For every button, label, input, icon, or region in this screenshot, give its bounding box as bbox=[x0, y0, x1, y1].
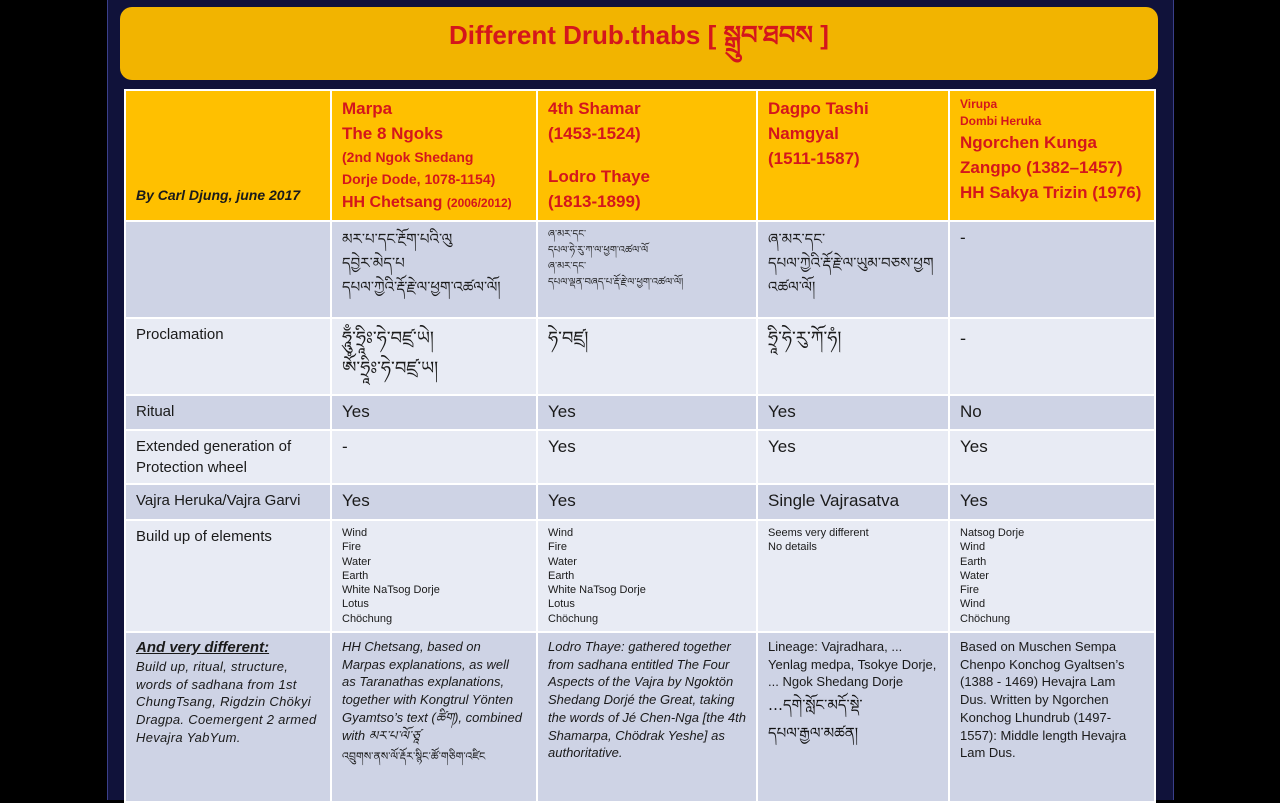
extended-virupa: Yes bbox=[949, 430, 1155, 484]
invocation-dagpo: ཞ་མར་དང་ དཔལ་ཀྱེའི་རྡོ་རྗེ་ལ་ཡུམ་བཅས་ཕྱག འཚལ་ལོ། bbox=[757, 221, 949, 318]
buildup-virupa: Natsog Dorje Wind Earth Water Fire Wind Chöchung bbox=[949, 520, 1155, 632]
different-shamar: Lodro Thaye: gathered together from sadhana entitled The Four Aspects of the Vajra by Ngoktön Shedang Dorjé the Great, taking the words of Jé Chen-Nga [the 4th Shamarpa, Chödrak Yeshe] as authoritative. bbox=[537, 632, 757, 802]
different-row bbox=[125, 632, 1155, 802]
header-shamar: 4th Shamar (1453-1524) Lodro Thaye (1813-1899) bbox=[537, 90, 757, 221]
header-row bbox=[125, 90, 1155, 221]
vajra-shamar: Yes bbox=[537, 484, 757, 520]
ritual-virupa: No bbox=[949, 395, 1155, 430]
proclamation-dagpo: ཧྲཱི་ཧེ་རུ་ཀོ་ཧཾ། bbox=[757, 318, 949, 395]
invocation-row bbox=[125, 221, 1155, 318]
proclamation-label: Proclamation bbox=[125, 318, 331, 395]
vajra-dagpo: Single Vajrasatva bbox=[757, 484, 949, 520]
proclamation-row bbox=[125, 318, 1155, 395]
ritual-shamar: Yes bbox=[537, 395, 757, 430]
invocation-label bbox=[125, 221, 331, 318]
ritual-row bbox=[125, 395, 1155, 430]
slide bbox=[107, 0, 1174, 800]
comparison-table bbox=[124, 89, 1156, 803]
header-marpa: Marpa The 8 Ngoks (2nd Ngok Shedang Dorje Dode, 1078-1154) HH Chetsang (2006/2012) bbox=[331, 90, 537, 221]
ritual-marpa: Yes bbox=[331, 395, 537, 430]
buildup-shamar: Wind Fire Water Earth White NaTsog Dorje Lotus Chöchung bbox=[537, 520, 757, 632]
different-label: And very different: Build up, ritual, structure, words of sadhana from 1st ChungTsang, Rigdzin Chökyi Dragpa. Coemergent 2 armed Hevajra YabYum. bbox=[125, 632, 331, 802]
proclamation-shamar: ཧེ་བཛྲ། bbox=[537, 318, 757, 395]
header-dagpo: Dagpo Tashi Namgyal (1511-1587) bbox=[757, 90, 949, 221]
proclamation-virupa: - bbox=[949, 318, 1155, 395]
different-marpa: HH Chetsang, based on Marpas explanations, as well as Taranathas explanations, together with Kongtrul Yönten Gyamtso’s text (ཚིག), combined with མར་པ་ལོ་ཙཱ འབྲུགས་ནས་ལོ་རྡོར་སྙིང་ཚོ་གཅིག་འཛིང bbox=[331, 632, 537, 802]
vajra-marpa: Yes bbox=[331, 484, 537, 520]
header-virupa: Virupa Dombi Heruka Ngorchen Kunga Zangpo (1382–1457) HH Sakya Trizin (1976) bbox=[949, 90, 1155, 221]
invocation-shamar: ཞ་མར་དང་ དཔལ་ཧེ་རུ་ཀ་ལ་ཕྱག་འཚལ་ལོ ཞ་མར་དང་ དཔལ་ལྡན་བཞད་པ་རྡོ་རྗེ་ལ་ཕྱག་འཚལ་ལོ། bbox=[537, 221, 757, 318]
vajra-label: Vajra Heruka/Vajra Garvi bbox=[125, 484, 331, 520]
buildup-label: Build up of elements bbox=[125, 520, 331, 632]
extended-dagpo: Yes bbox=[757, 430, 949, 484]
author-label: By Carl Djung, june 2017 bbox=[125, 90, 331, 221]
extended-row bbox=[125, 430, 1155, 484]
ritual-label: Ritual bbox=[125, 395, 331, 430]
different-virupa: Based on Muschen Sempa Chenpo Konchog Gyaltsen’s (1388 - 1469) Hevajra Lam Dus. Written by Ngorchen Konchog Lhundrub (1497-1557): Middle length Hevajra Lam Dus. bbox=[949, 632, 1155, 802]
slide-title: Different Drub.thabs [ སྒྲུབ་ཐབས ] bbox=[449, 20, 829, 50]
buildup-dagpo: Seems very different No details bbox=[757, 520, 949, 632]
buildup-row bbox=[125, 520, 1155, 632]
ritual-dagpo: Yes bbox=[757, 395, 949, 430]
buildup-marpa: Wind Fire Water Earth White NaTsog Dorje Lotus Chöchung bbox=[331, 520, 537, 632]
vajra-row bbox=[125, 484, 1155, 520]
invocation-virupa: - bbox=[949, 221, 1155, 318]
extended-label: Extended generation of Protection wheel bbox=[125, 430, 331, 484]
extended-shamar: Yes bbox=[537, 430, 757, 484]
proclamation-marpa: ཧཱུྃ་ཧྲཱིཿ་ཧེ་བཛྲ་ཡེ། ཨོཾ་ཧྲཱིཿ་ཧེ་བཛྲ་ཡ། bbox=[331, 318, 537, 395]
extended-marpa: - bbox=[331, 430, 537, 484]
invocation-marpa: མར་པ་དང་རྔོག་པའི་ལུ དབྱེར་མེད་པ དཔལ་ཀྱེའི་རྡོ་རྗེ་ལ་ཕྱག་འཚལ་ལོ། bbox=[331, 221, 537, 318]
vajra-virupa: Yes bbox=[949, 484, 1155, 520]
different-dagpo: Lineage: Vajradhara, ... Yenlag medpa, Tsokye Dorje, ... Ngok Shedang Dorje …དགེ་སློང་མདོ་སྡེ་ དཔལ་རྒྱལ་མཚན། bbox=[757, 632, 949, 802]
title-banner bbox=[120, 7, 1158, 80]
